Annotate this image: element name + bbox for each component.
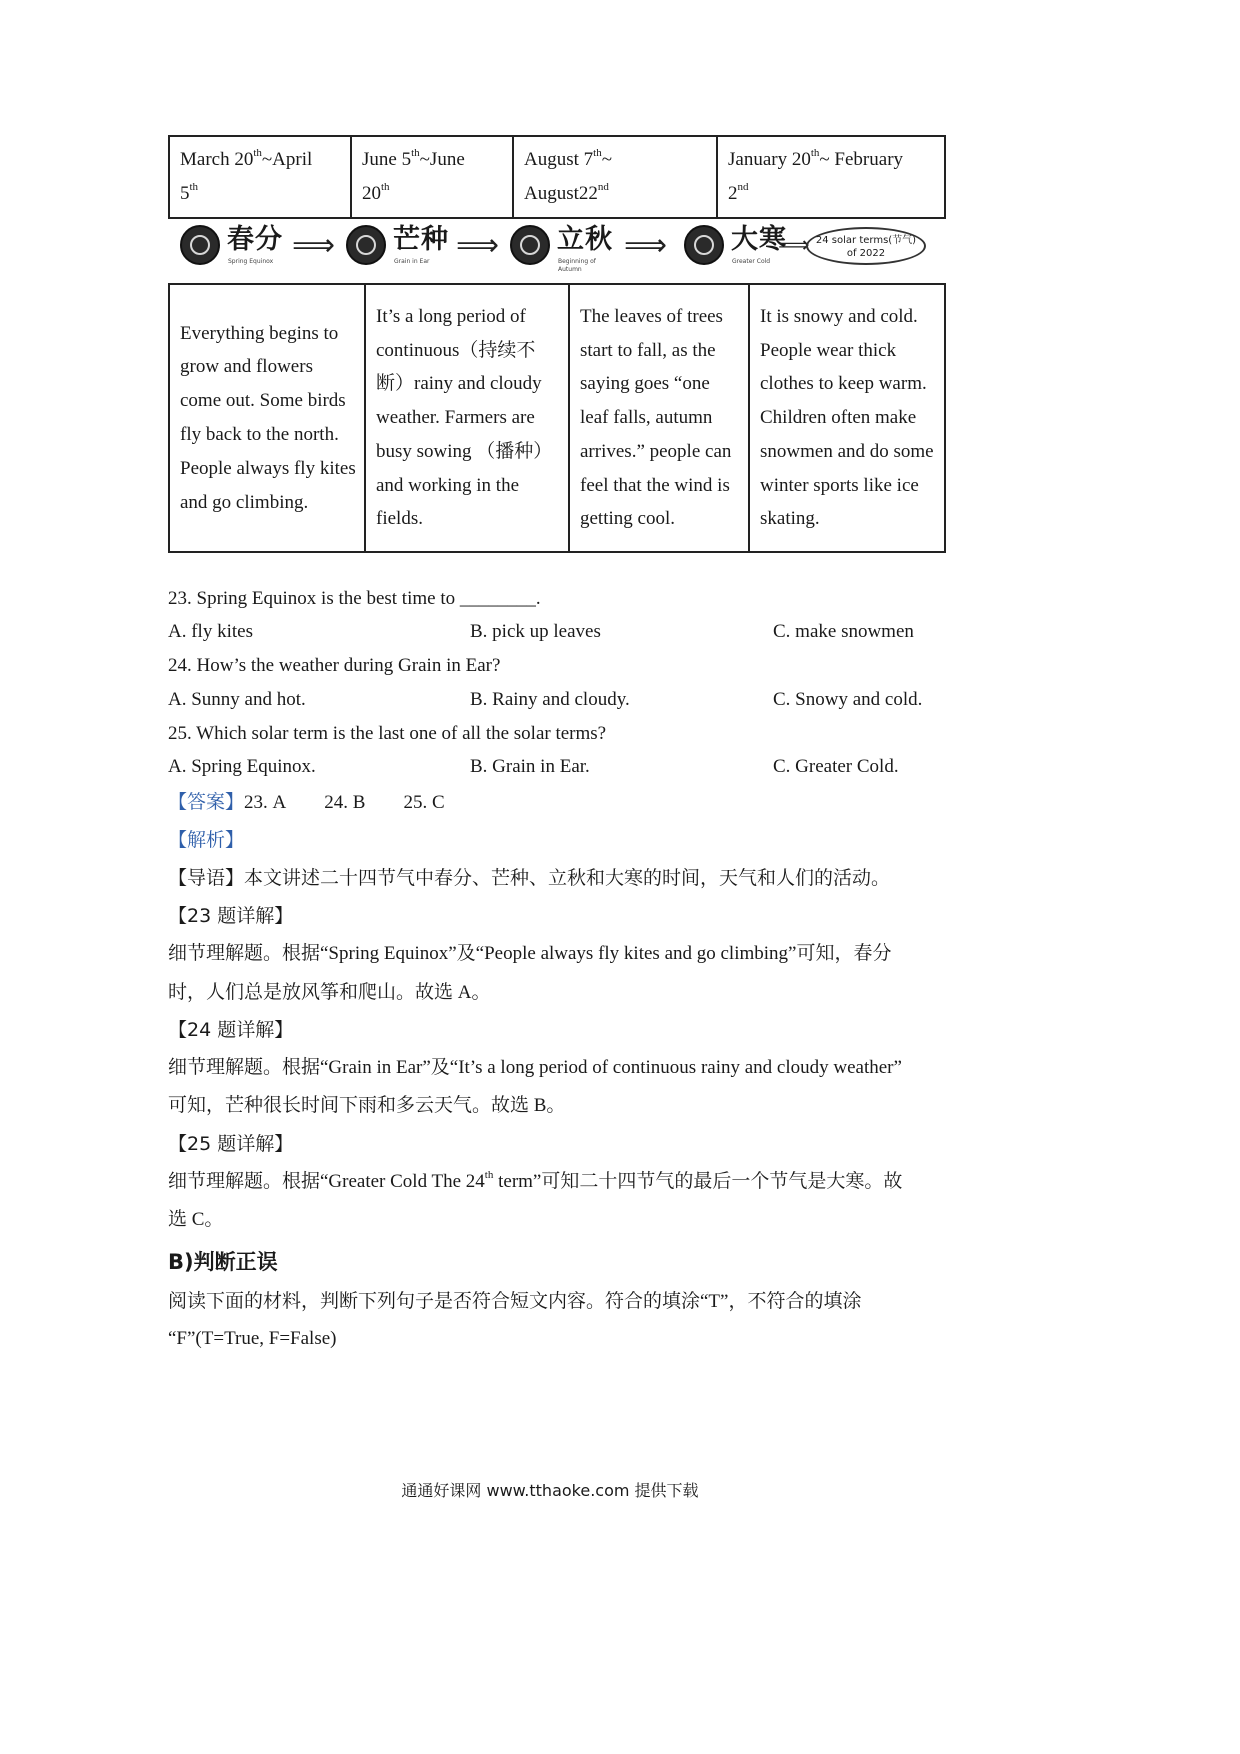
desc-cell-grain: It’s a long period of continuous（持续不断）rainy and cloudy weather. Farmers are busy sowing （播种）and working in the fields.	[365, 284, 569, 552]
q25-detail-line2: 选 C。	[168, 1209, 224, 1230]
q25-line1-part: term”可知二十四节气的最后一个节气是大寒。故	[493, 1171, 903, 1192]
q25-option-c: C. Greater Cold.	[773, 756, 899, 777]
section-b-heading: B)判断正误	[168, 1250, 278, 1274]
description-table	[168, 283, 946, 553]
q25-detail-line1	[168, 1169, 902, 1195]
q24-detail-line1: 细节理解题。根据“Grain in Ear”及“It’s a long period of continuous rainy and cloudy weather”	[168, 1057, 902, 1078]
q24-option-b: B. Rainy and cloudy.	[470, 689, 630, 710]
term-beginning-of-autumn	[510, 222, 620, 272]
badge-line: 24 solar terms(节气)	[815, 235, 917, 246]
q23-option-a: A. fly kites	[168, 621, 253, 642]
footer-text: 通通好课网 www.tthaoke.com 提供下载	[401, 1481, 699, 1500]
q23-option-c: C. make snowmen	[773, 621, 914, 642]
seal-icon	[180, 225, 220, 265]
date-table	[168, 135, 946, 219]
term-en-name: Greater Cold	[732, 258, 771, 265]
question-23-stem: 23. Spring Equinox is the best time to ________.	[168, 588, 541, 609]
desc-cell-cold: It is snowy and cold. People wear thick clothes to keep warm. Children often make snowmen and do some winter sports like ice skating.	[749, 284, 945, 552]
term-cn-name: 立秋	[557, 224, 613, 255]
term-cn-name: 春分	[227, 224, 283, 255]
term-en-name: Spring Equinox	[228, 258, 274, 265]
term-en-name: Beginning of Autumn	[558, 258, 596, 273]
q23-detail-title: 【23 题详解】	[168, 905, 294, 927]
term-cn-name: 芒种	[393, 224, 449, 255]
intro-text: 【导语】本文讲述二十四节气中春分、芒种、立秋和大寒的时间，天气和人们的活动。	[168, 867, 891, 889]
term-en-name: Grain in Ear	[394, 258, 430, 265]
solar-terms-strip	[180, 222, 940, 272]
seal-icon	[510, 225, 550, 265]
seal-icon	[684, 225, 724, 265]
answer-23: 23. A	[244, 792, 287, 813]
arrow-right-icon: ⟹	[292, 228, 336, 263]
q25-line1-sup: th	[484, 1168, 494, 1181]
date-cell-cold: January 20th~ February 2nd	[717, 136, 945, 218]
q25-line1-part: 细节理解题。根据“Greater Cold The 24	[168, 1171, 485, 1192]
term-grain-in-ear	[346, 222, 456, 272]
q24-detail-title: 【24 题详解】	[168, 1019, 294, 1041]
solar-terms-badge	[806, 227, 926, 265]
q24-option-a: A. Sunny and hot.	[168, 689, 306, 710]
desc-cell-spring: Everything begins to grow and flowers come out. Some birds fly back to the north. People always fly kites and go climbing.	[169, 284, 365, 552]
arrow-right-icon: ⟹	[456, 228, 500, 263]
date-cell-grain: June 5th~June 20th	[351, 136, 513, 218]
answer-line	[168, 789, 445, 816]
answer-25: 25. C	[403, 792, 445, 813]
section-b-instruction-line2: “F”(T=True, F=False)	[168, 1328, 337, 1349]
q25-option-a: A. Spring Equinox.	[168, 756, 316, 777]
term-spring-equinox	[180, 222, 290, 272]
q24-detail-line2: 可知，芒种很长时间下雨和多云天气。故选 B。	[168, 1095, 566, 1116]
term-cn-name: 大寒	[731, 224, 787, 255]
analysis-label: 【解析】	[168, 829, 245, 851]
date-cell-spring: March 20th~April 5th	[169, 136, 351, 218]
q23-detail-line2: 时，人们总是放风筝和爬山。故选 A。	[168, 982, 491, 1003]
answer-label: 【答案】	[168, 791, 245, 813]
desc-cell-autumn: The leaves of trees start to fall, as the saying goes “one leaf falls, autumn arrives.” people can feel that the wind is getting cool.	[569, 284, 749, 552]
question-25-stem: 25. Which solar term is the last one of all the solar terms?	[168, 723, 607, 744]
q23-option-b: B. pick up leaves	[470, 621, 601, 642]
seal-icon	[346, 225, 386, 265]
answer-24: 24. B	[324, 792, 366, 813]
q25-detail-title: 【25 题详解】	[168, 1133, 294, 1155]
arrow-right-icon: ⟹	[778, 233, 810, 258]
description-row	[169, 284, 945, 552]
section-b-instruction-line1: 阅读下面的材料，判断下列句子是否符合短文内容。符合的填涂“T”，不符合的填涂	[168, 1291, 862, 1312]
date-cell-autumn: August 7th~ August22nd	[513, 136, 717, 218]
question-24-stem: 24. How’s the weather during Grain in Ear?	[168, 655, 501, 676]
badge-line: of 2022	[846, 248, 886, 259]
q25-option-b: B. Grain in Ear.	[470, 756, 590, 777]
q24-option-c: C. Snowy and cold.	[773, 689, 923, 710]
q23-detail-line1: 细节理解题。根据“Spring Equinox”及“People always fly kites and go climbing”可知，春分	[168, 943, 892, 964]
date-row	[169, 136, 945, 218]
arrow-right-icon: ⟹	[624, 228, 668, 263]
